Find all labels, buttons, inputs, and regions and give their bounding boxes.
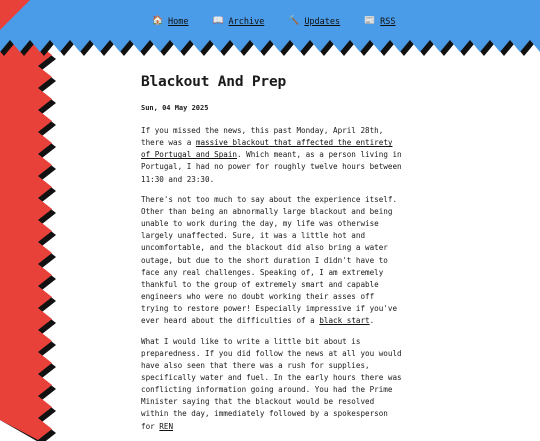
post-paragraph-2	[141, 194, 403, 328]
house-icon: 🏠	[152, 16, 164, 26]
archive-icon: 📖	[212, 16, 224, 26]
nav-updates-link[interactable]	[288, 16, 340, 27]
nav-home-label[interactable]: Home	[168, 16, 189, 27]
paragraph-text: If you missed the news, this past Monday, April 28th, there was a	[141, 126, 384, 148]
nav-archive-label[interactable]: Archive	[228, 16, 265, 27]
black-start-link[interactable]: black start	[319, 316, 370, 326]
nav-rss-label[interactable]: RSS	[380, 16, 396, 27]
post-date: Sun, 04 May 2025	[141, 104, 209, 112]
ren-link[interactable]: REN	[159, 421, 174, 431]
post-paragraph-1	[141, 125, 403, 186]
post-paragraph-3	[141, 336, 403, 433]
top-zigzag-banner	[30, 0, 540, 62]
newspaper-icon: 📰	[364, 16, 376, 26]
nav-updates-label[interactable]: Updates	[304, 16, 341, 27]
blackout-news-link[interactable]: massive blackout that affected the entirety of Portugal and Spain	[141, 138, 393, 160]
post-content	[141, 74, 403, 441]
paragraph-text: There's not too much to say about the experience itself. Other than being an abnormally large blackout and being unable to work during the day, my life was otherwise largely unaffected. Sure, it was a little hot and uncomfortable, and the blackout did also bring a water outage, but due to the short duration I didn't have to face any real challenges. Speaking of, I am extremely thankful to the group of extremely smart and capable engineers who were no doubt working their asses off trying to restore power! Especially impressive if you've ever heard about the difficulties of a	[141, 194, 398, 326]
nav-rss-link[interactable]	[364, 16, 395, 27]
paragraph-text: .	[369, 316, 375, 326]
hammer-icon: 🔨	[288, 16, 300, 26]
nav-home-link[interactable]	[152, 16, 188, 27]
paragraph-text: . Which meant, as a person living in Portugal, I had no power for roughly twelve hours between 11:30 and 23:30.	[141, 150, 402, 184]
main-nav	[152, 16, 420, 27]
paragraph-text: What I would like to write a little bit about is preparedness. If you did follow the news at all you would have also seen that there was a rush for supplies, specifically water and fuel. In the early hours there was conflicting information going around. You had the Prime Minister saying that the blackout would be resolved within the day, immediately followed by a spokesperson for	[141, 336, 402, 431]
post-title: Blackout And Prep	[141, 74, 287, 90]
nav-archive-link[interactable]	[212, 16, 264, 27]
